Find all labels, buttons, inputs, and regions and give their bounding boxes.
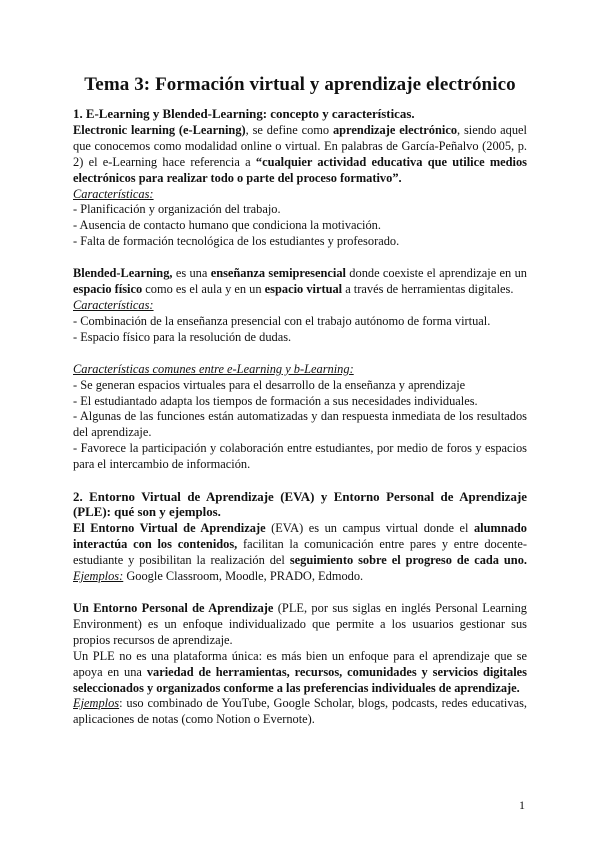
text-run: (PLE, por sus siglas en inglés Personal Learning Environment) es un enfoque individualizado que permite a los usuarios gestionar sus propios recursos de aprendizaje. (73, 600, 527, 647)
bold-run: espacio virtual (264, 282, 343, 297)
characteristics-label: Características: (73, 297, 154, 312)
elearning-definition (73, 123, 527, 187)
text-run: , se define como (245, 122, 333, 137)
ple-definition (73, 601, 527, 649)
text-run: a través de herramientas digitales. (342, 282, 514, 297)
text-run: Un PLE no es una plataforma única: es más bien un enfoque para el aprendizaje que se apoya en una (73, 648, 527, 679)
list-item: - Espacio físico para la resolución de dudas. (73, 329, 292, 344)
blended-term: Blended-Learning, (73, 266, 173, 281)
ple-term: Un Entorno Personal de Aprendizaje (73, 600, 274, 615)
bold-run: alumnado interactúa con los contenidos, (73, 521, 528, 552)
text-run: es una (172, 266, 211, 281)
document-body (73, 107, 527, 728)
list-item: - Se generan espacios virtuales para el desarrollo de la enseñanza y aprendizaje (73, 377, 466, 392)
section-1-heading: 1. E-Learning y Blended-Learning: concepto y características. (73, 107, 415, 121)
examples-text: : uso combinado de YouTube, Google Scholar, blogs, podcasts, redes educativas, aplicaciones de notas (como Notion o Evernote). (73, 696, 527, 727)
examples-label: Ejemplos (73, 696, 120, 711)
examples-label: Ejemplos: (73, 569, 124, 584)
list-item: - Favorece la participación y colaboración entre estudiantes, por medio de foros y espacios para el intercambio de información. (73, 441, 527, 472)
elearning-term: Electronic learning (e-Learning) (73, 122, 246, 137)
list-item: - Falta de formación tecnológica de los estudiantes y profesorado. (73, 234, 400, 249)
list-item: - Planificación y organización del trabajo. (73, 202, 281, 217)
list-item: - Combinación de la enseñanza presencial con el trabajo autónomo de forma virtual. (73, 313, 491, 328)
definition-quote: “cualquier actividad educativa que utilice medios electrónicos para realizar todo o parte del proceso formativo”. (73, 154, 528, 185)
bold-run: seguimiento sobre el progreso de cada uno. (289, 553, 527, 568)
page-title: Tema 3: Formación virtual y aprendizaje electrónico (84, 74, 516, 95)
blended-definition (73, 266, 527, 298)
characteristics-label: Características: (73, 186, 154, 201)
bold-run: enseñanza semipresencial (210, 266, 346, 281)
common-characteristics-label: Características comunes entre e-Learning y b-Learning: (73, 361, 354, 376)
list-item: - El estudiantado adapta los tiempos de formación a sus necesidades individuales. (73, 393, 478, 408)
eva-term: El Entorno Virtual de Aprendizaje (73, 521, 266, 536)
bold-run: espacio físico (73, 282, 143, 297)
list-item: - Algunas de las funciones están automatizadas y dan respuesta inmediata de los resultados del aprendizaje. (73, 409, 527, 440)
text-run: donde coexiste el aprendizaje en un (345, 266, 527, 281)
ple-description (73, 649, 527, 697)
ple-examples (73, 696, 527, 728)
eva-definition (73, 521, 527, 585)
page-number: 1 (519, 798, 525, 812)
list-item: - Ausencia de contacto humano que condiciona la motivación. (73, 218, 381, 233)
bold-run: variedad de herramientas, recursos, comunidades y servicios digitales seleccionados y organizados conforme a las preferencias individuales de aprendizaje. (73, 664, 527, 695)
examples-text: Google Classroom, Moodle, PRADO, Edmodo. (123, 569, 364, 584)
text-run: como es el aula y en un (142, 282, 265, 297)
text-run: facilitan la comunicación entre pares y entre docente-estudiante y posibilitan la realización del (73, 537, 527, 568)
section-2-heading: 2. Entorno Virtual de Aprendizaje (EVA) y Entorno Personal de Aprendizaje (PLE): qué son y ejemplos. (73, 489, 527, 520)
bold-run: aprendizaje electrónico (332, 122, 458, 137)
text-run: , siendo aquel que conocemos como modalidad online o virtual. En palabras de García-Peñalvo (2005, p. 2) el e-Learning hace referencia a (73, 122, 527, 169)
text-run: (EVA) es un campus virtual donde el (265, 521, 474, 536)
